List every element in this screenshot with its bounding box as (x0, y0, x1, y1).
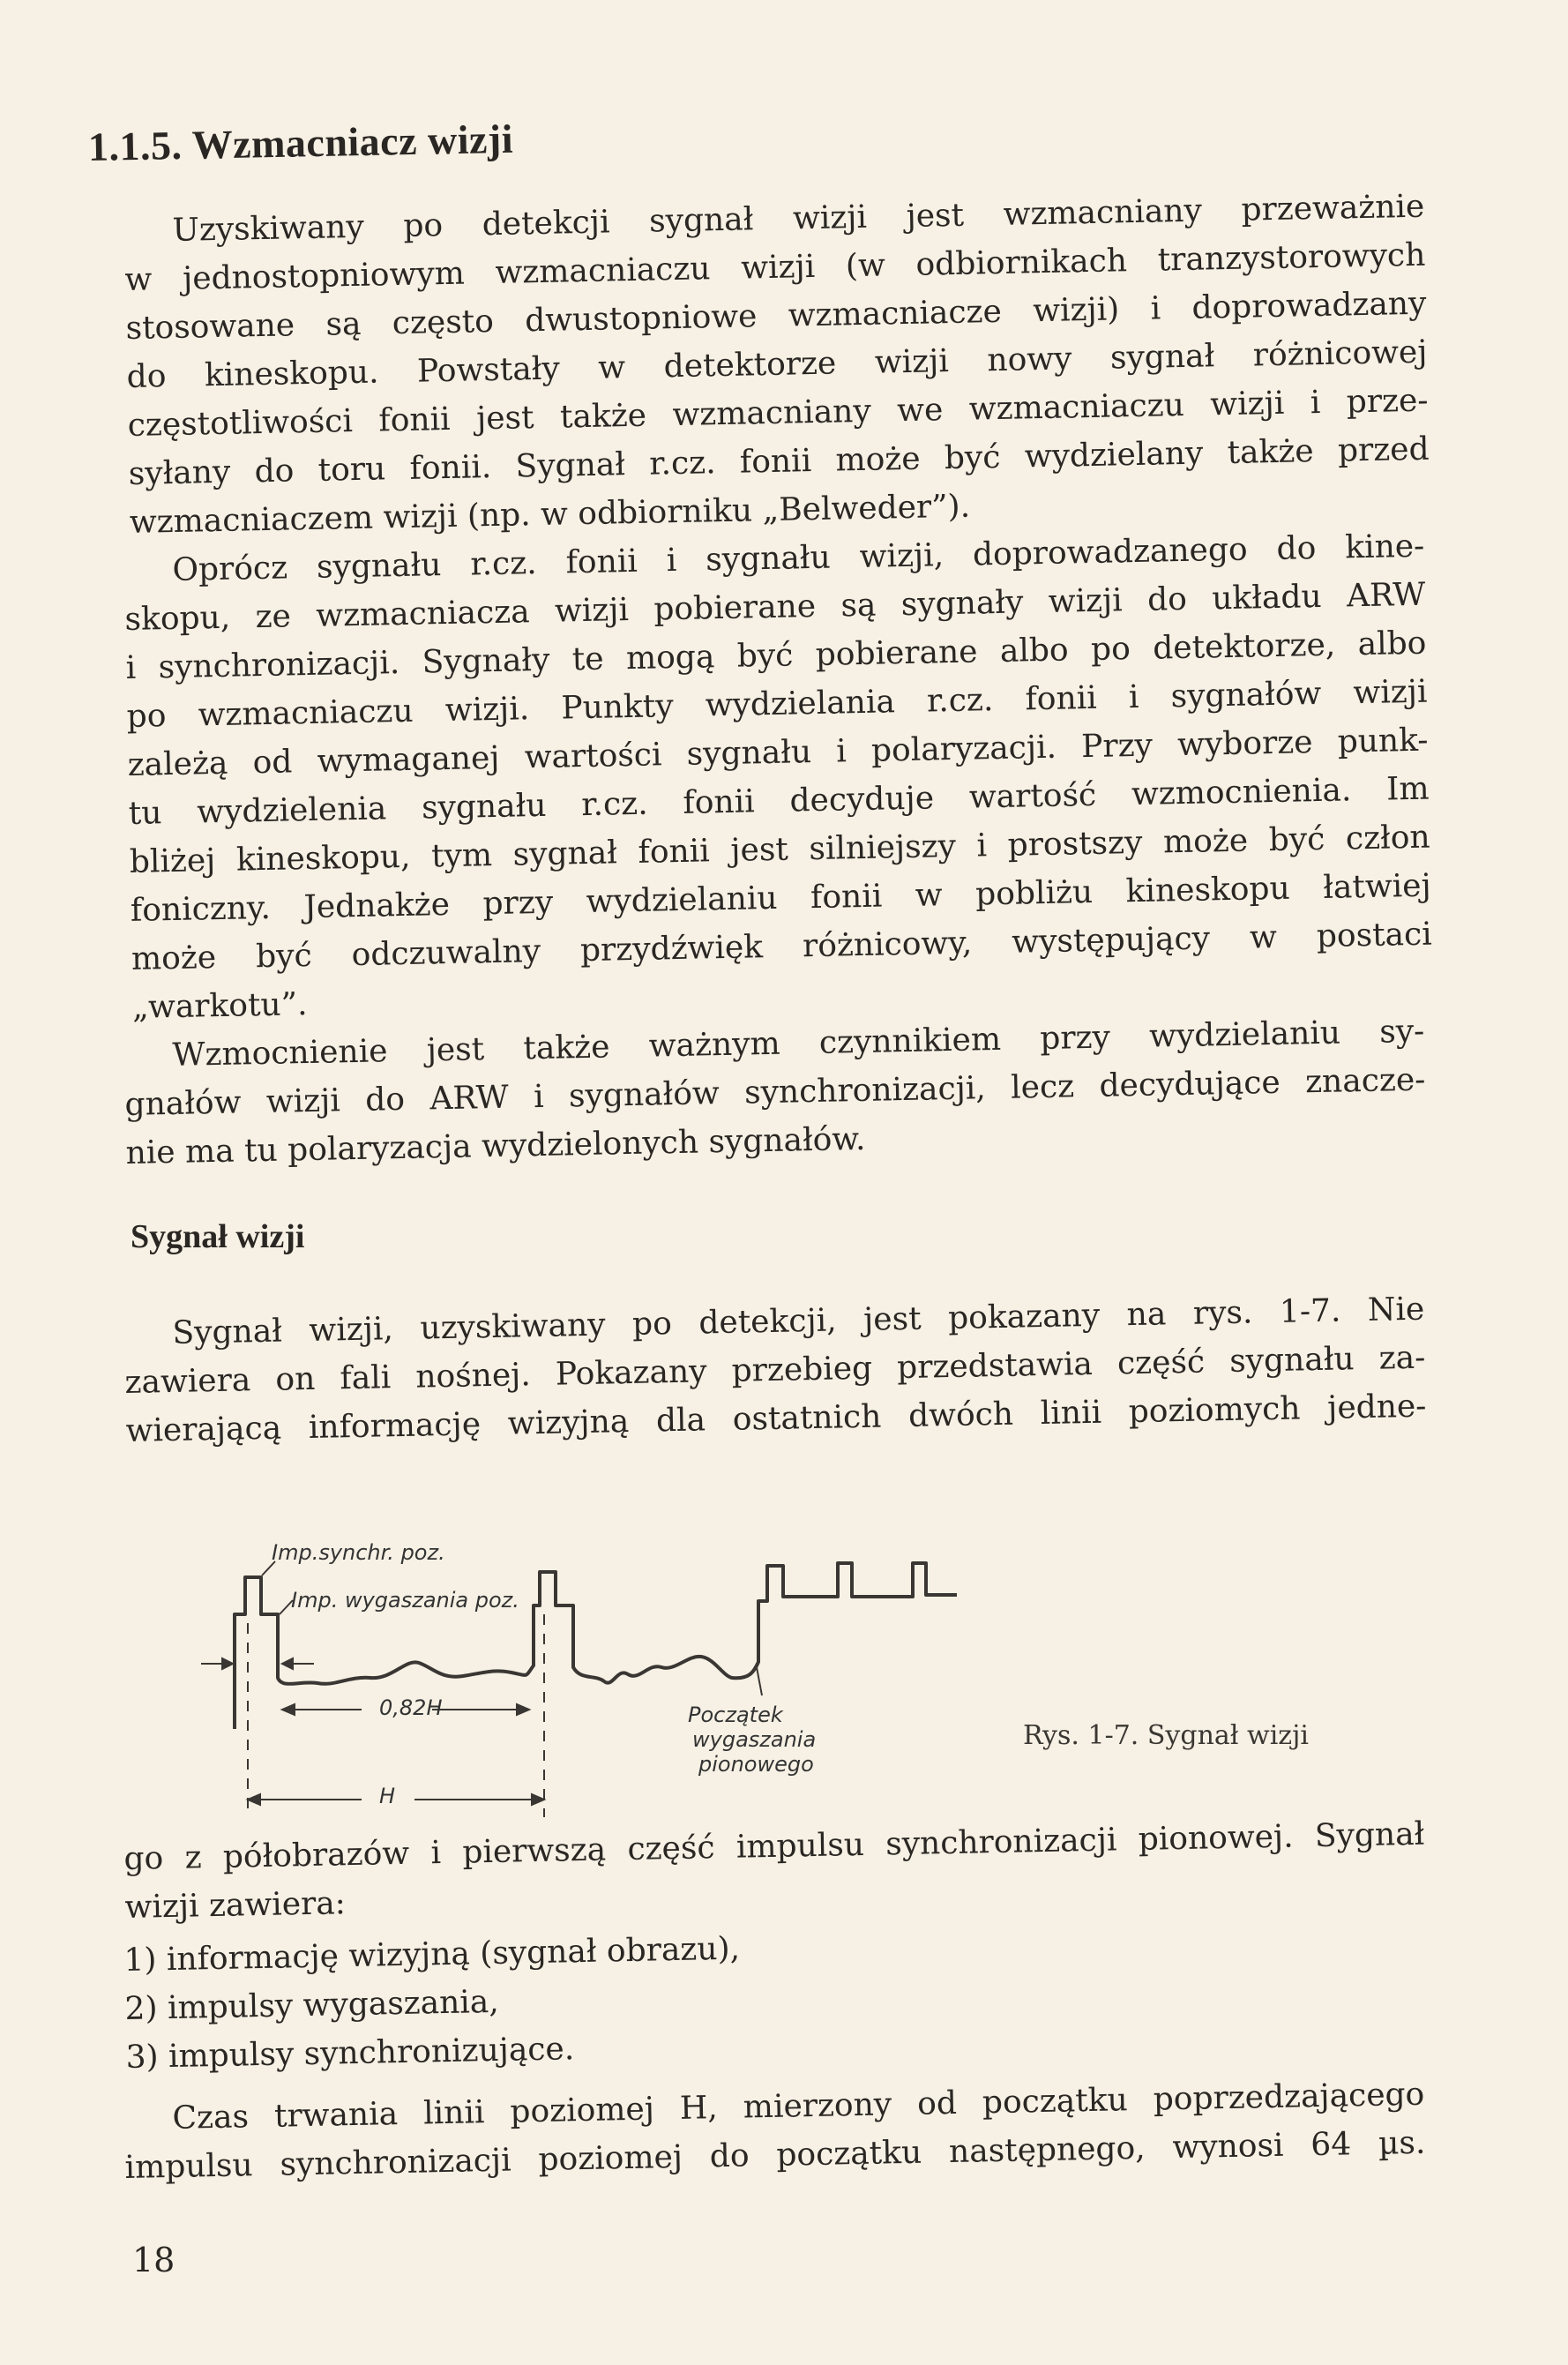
text-line: wierającą informację wizyjną dla ostatnich dwóch linii poziomych jedne- (125, 1388, 1427, 1449)
label-vertical-blanking-2: wygaszania (692, 1727, 817, 1752)
label-active-width: 0,82H (379, 1695, 443, 1720)
arrowhead (248, 1794, 260, 1805)
text-line: „warkotu”. (131, 986, 308, 1026)
label-vertical-blanking-3: pionowego (698, 1752, 814, 1777)
label-blanking-pulse: Imp. wygaszania poz. (291, 1588, 519, 1613)
figure-video-signal (159, 1491, 1041, 1826)
text-line: w jednostopniowym wzmacniaczu wizji (w odbiornikach tranzystorowych (124, 236, 1426, 298)
paragraph-contents (123, 1810, 1426, 1932)
arrowhead (282, 1658, 293, 1669)
text-line: nie ma tu polaryzacja wydzielonych sygnałów. (125, 1120, 866, 1171)
leader-line (757, 1667, 762, 1695)
text-line: skopu, ze wzmacniacza wizji pobierane są sygnały wizji do układu ARW (124, 576, 1426, 638)
text-line: gnałów wizji do ARW i sygnałów synchronizacji, lecz decydujące znacze- (124, 1061, 1426, 1123)
paragraph-gain (123, 1007, 1427, 1178)
text-line: Wzmocnienie jest także ważnym czynnikiem przy wydzielaniu sy- (172, 1013, 1425, 1074)
text-line: go z półobrazów i pierwszą część impulsu synchronizacji pionowej. Sygnał (123, 1815, 1425, 1877)
figure-caption: Rys. 1-7. Sygnał wizji (1023, 1720, 1310, 1751)
section-heading: 1.1.5. Wzmacniacz wizji (87, 116, 514, 169)
text-line: tu wydzielenia sygnału r.cz. fonii decyduje wartość wzmocnienia. Im (128, 770, 1430, 832)
text-line: do kineskopu. Powstały w detektorze wizji nowy sygnał różnicowej (126, 333, 1428, 395)
arrowhead (282, 1704, 295, 1715)
text-line: wzmacniaczem wizji (np. w odbiorniku „Belweder”). (129, 488, 971, 541)
text-line: Czas trwania linii poziomej H, mierzony od początku poprzedzającego (172, 2076, 1425, 2137)
content-list (123, 1920, 1008, 2082)
paragraph-line-duration (123, 2070, 1426, 2192)
text-line: wizji zawiera: (124, 1885, 347, 1926)
text-line: foniczny. Jednakże przy wydzielaniu fonii w pobliżu kineskopu łatwiej (130, 867, 1432, 929)
paragraph-sources (123, 522, 1433, 1032)
list-item: 1) informację wizyjną (sygnał obrazu), (123, 1930, 741, 1979)
text-line: Sygnał wizji, uzyskiwany po detekcji, jest pokazany na rys. 1-7. Nie (172, 1291, 1425, 1351)
text-line: zależą od wymaganej wartości sygnału i polaryzacji. Przy wyborze punk- (127, 722, 1429, 783)
text-line: po wzmacniaczu wizji. Punkty wydzielania r.cz. fonii i sygnałów wizji (126, 673, 1428, 735)
text-line: może być odczuwalny przydźwięk różnicowy, występujący w postaci (131, 916, 1433, 977)
text-line: i synchronizacji. Sygnały te mogą być pobierane albo po detektorze, albo (125, 625, 1427, 686)
label-vertical-blanking-1: Początek (688, 1703, 783, 1727)
arrowhead (532, 1794, 544, 1805)
arrowhead (222, 1658, 233, 1669)
paragraph-signal (123, 1285, 1427, 1456)
text-line: Oprócz sygnału r.cz. fonii i sygnału wizji, doprowadzanego do kine- (172, 528, 1425, 588)
text-line: bliżej kineskopu, tym sygnał fonii jest silniejszy i prostszy może być człon (129, 819, 1430, 880)
text-line: zawiera on fali nośnej. Pokazany przebieg przedstawia część sygnału za- (124, 1339, 1426, 1401)
text-line: impulsu synchronizacji poziomej do początku następnego, wynosi 64 µs. (124, 2124, 1426, 2186)
text-line: stosowane są często dwustopniowe wzmacniacze wizji) i doprowadzany (125, 285, 1427, 347)
text-line: syłany do toru fonii. Sygnał r.cz. fonii może być wydzielany także przed (128, 430, 1430, 492)
paragraph-intro (123, 183, 1430, 547)
text-line: Uzyskiwany po detekcji sygnał wizji jest wzmacniany przeważnie (172, 188, 1425, 249)
list-item: 2) impulsy wygaszania, (124, 1983, 500, 2027)
label-sync-pulse: Imp.synchr. poz. (272, 1540, 445, 1565)
page-number: 18 (132, 2241, 175, 2279)
list-item: 3) impulsy synchronizujące. (125, 2031, 575, 2076)
arrowhead (517, 1704, 529, 1715)
text-line: częstotliwości fonii jest także wzmacniany we wzmacniaczu wizji i prze- (127, 382, 1429, 444)
subsection-heading: Sygnał wizji (131, 1218, 305, 1255)
label-line-period: H (379, 1784, 396, 1808)
